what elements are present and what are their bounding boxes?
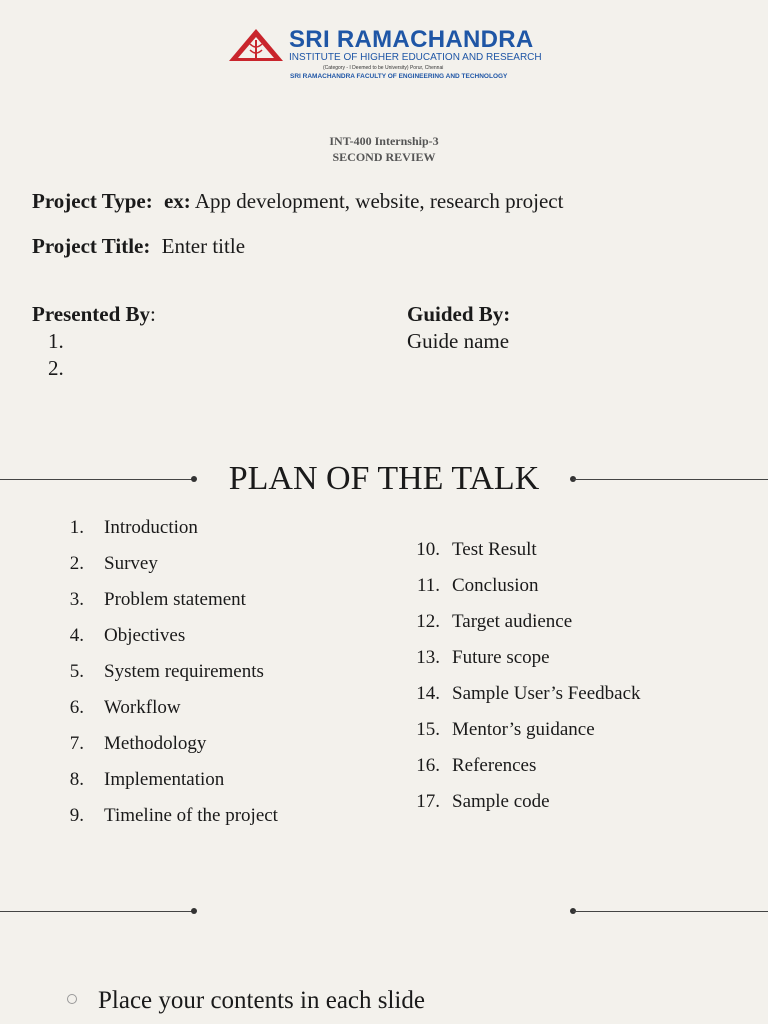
hollow-bullet-icon — [67, 994, 77, 1004]
plan-heading: PLAN OF THE TALK — [228, 460, 540, 497]
course-code: INT-400 Internship-3 — [329, 134, 439, 148]
project-type-example-label: ex: — [163, 189, 191, 213]
project-type-row — [32, 189, 563, 214]
guided-by-label: Guided By: — [407, 302, 511, 326]
bottom-divider-dot-left — [191, 908, 197, 914]
project-title-label: Project Title: — [32, 234, 151, 258]
project-title-row — [32, 234, 245, 259]
project-type-label: Project Type: — [32, 189, 153, 213]
bottom-divider-right — [573, 911, 768, 912]
review-label: SECOND REVIEW — [332, 150, 436, 164]
presented-by-label: Presented By: — [32, 302, 156, 326]
logo-category: (Category - I Deemed to be University) Porur, Chennai — [323, 65, 444, 71]
emblem-icon — [228, 28, 284, 62]
presenter-2: 2. — [48, 356, 64, 380]
logo-subtitle: INSTITUTE OF HIGHER EDUCATION AND RESEARCH — [289, 52, 542, 63]
logo-faculty: SRI RAMACHANDRA FACULTY OF ENGINEERING AND TECHNOLOGY — [290, 73, 508, 80]
bottom-divider-left — [0, 911, 194, 912]
project-type-value: App development, website, research project — [194, 189, 564, 213]
project-title-value: Enter title — [161, 234, 246, 258]
logo-title: SRI RAMACHANDRA — [289, 26, 534, 53]
institution-logo — [228, 26, 542, 86]
guide-name: Guide name — [407, 329, 510, 353]
presenter-1: 1. — [48, 329, 64, 353]
instruction-text: Place your contents in each slide — [98, 987, 425, 1014]
